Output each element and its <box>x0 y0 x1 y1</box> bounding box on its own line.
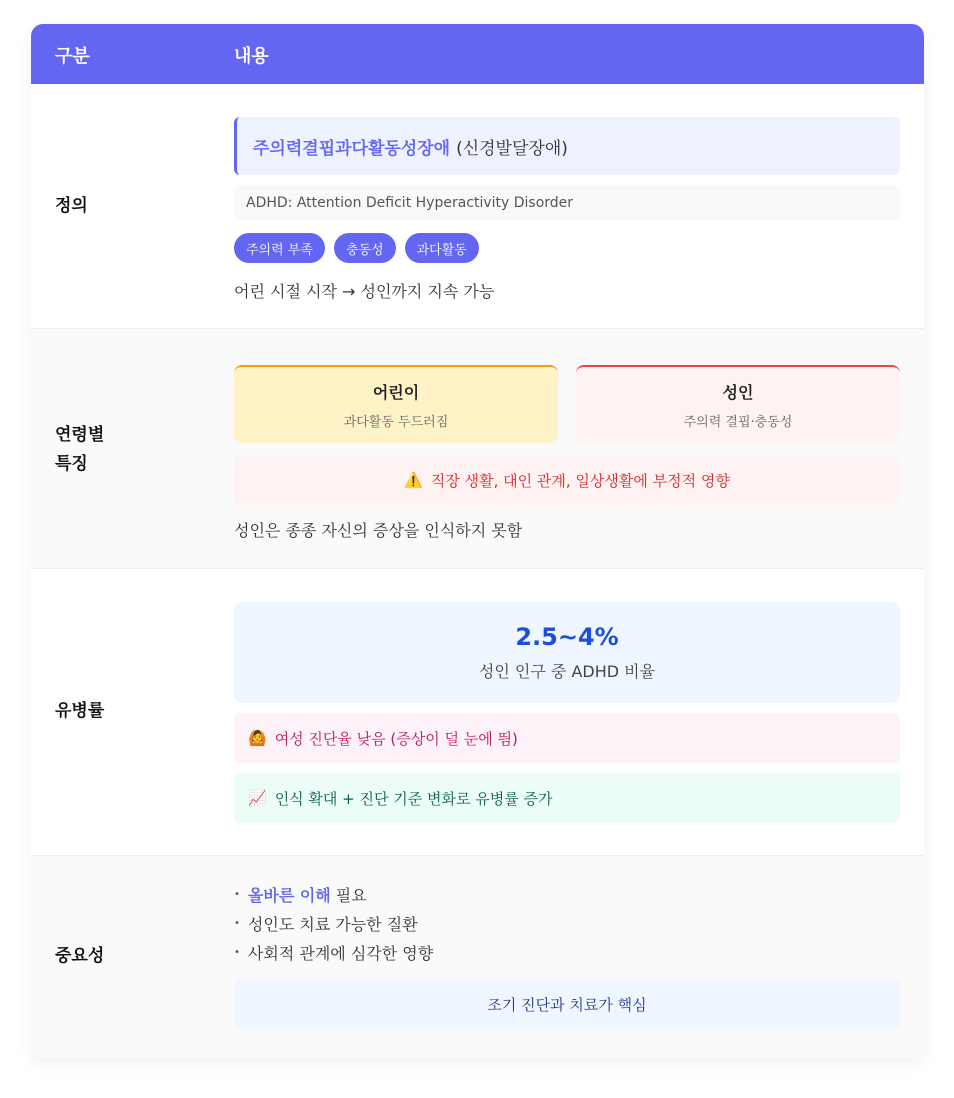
tag-impulsivity: 충동성 <box>334 233 396 263</box>
row-label-age-line2: 특징 <box>55 454 88 474</box>
english-name: ADHD: Attention Deficit Hyperactivity Disorder <box>234 185 900 220</box>
list-item <box>234 938 900 967</box>
female-diagnosis-note <box>234 713 900 763</box>
row-label-importance: 중요성 <box>55 946 105 966</box>
tag-hyperactivity: 과다활동 <box>405 233 479 263</box>
row-label-age <box>55 421 104 479</box>
row-label-definition: 정의 <box>55 196 88 216</box>
adult-awareness-note: 성인은 종종 자신의 증상을 인식하지 못함 <box>234 521 523 540</box>
row-definition <box>31 84 924 329</box>
woman-gesture-icon: 🙆 <box>248 729 267 747</box>
list-item <box>234 909 900 938</box>
prevalence-value: 2.5~4% <box>515 623 619 651</box>
warning-icon: ⚠️ <box>404 471 423 489</box>
row-prevalence <box>31 569 924 856</box>
term-box <box>234 117 900 175</box>
importance-content <box>234 880 900 1029</box>
adhd-info-table <box>31 24 924 1058</box>
course-text: 어린 시절 시작 → 성인까지 지속 가능 <box>234 282 495 301</box>
header-category: 구분 <box>55 46 90 67</box>
chart-increasing-icon: 📈 <box>248 789 267 807</box>
age-content <box>234 365 900 541</box>
adult-desc: 주의력 결핍·충동성 <box>683 415 793 430</box>
child-title: 어린이 <box>372 383 420 402</box>
row-importance <box>31 856 924 1058</box>
age-cards <box>234 365 900 443</box>
symptom-tags <box>234 233 900 263</box>
key-message: 조기 진단과 치료가 핵심 <box>234 979 900 1029</box>
adult-title: 성인 <box>722 383 754 402</box>
importance-bullets <box>234 880 900 967</box>
bullet-text: 필요 <box>335 886 367 905</box>
impact-warning <box>234 455 900 505</box>
bullet-marker: • <box>234 947 240 958</box>
child-desc: 과다활동 두드러짐 <box>343 415 449 430</box>
bullet-text: 사회적 관계에 심각한 영향 <box>247 944 434 963</box>
child-card <box>234 365 558 443</box>
term-category: (신경발달장애) <box>456 138 568 159</box>
female-note-text: 여성 진단율 낮음 (증상이 덜 눈에 띔) <box>274 729 518 748</box>
header-content: 내용 <box>234 46 269 67</box>
prevalence-trend-note <box>234 773 900 823</box>
bullet-highlight: 올바른 이해 <box>247 886 331 905</box>
bullet-marker: • <box>234 889 240 900</box>
bullet-marker: • <box>234 918 240 929</box>
definition-content <box>234 117 900 302</box>
tag-inattention: 주의력 부족 <box>234 233 325 263</box>
impact-warning-text: 직장 생활, 대인 관계, 일상생활에 부정적 영향 <box>430 471 730 490</box>
row-label-age-line1: 연령별 <box>55 425 105 445</box>
prevalence-desc: 성인 인구 중 ADHD 비율 <box>478 662 656 681</box>
prevalence-stat <box>234 602 900 703</box>
term-name: 주의력결핍과다활동성장애 <box>253 138 451 159</box>
row-label-prevalence: 유병률 <box>55 701 105 721</box>
bullet-text: 성인도 치료 가능한 질환 <box>247 915 418 934</box>
table-header <box>31 24 924 84</box>
prevalence-content <box>234 602 900 823</box>
trend-note-text: 인식 확대 + 진단 기준 변화로 유병률 증가 <box>274 789 553 808</box>
row-age <box>31 329 924 569</box>
adult-card <box>576 365 900 443</box>
list-item <box>234 880 900 909</box>
